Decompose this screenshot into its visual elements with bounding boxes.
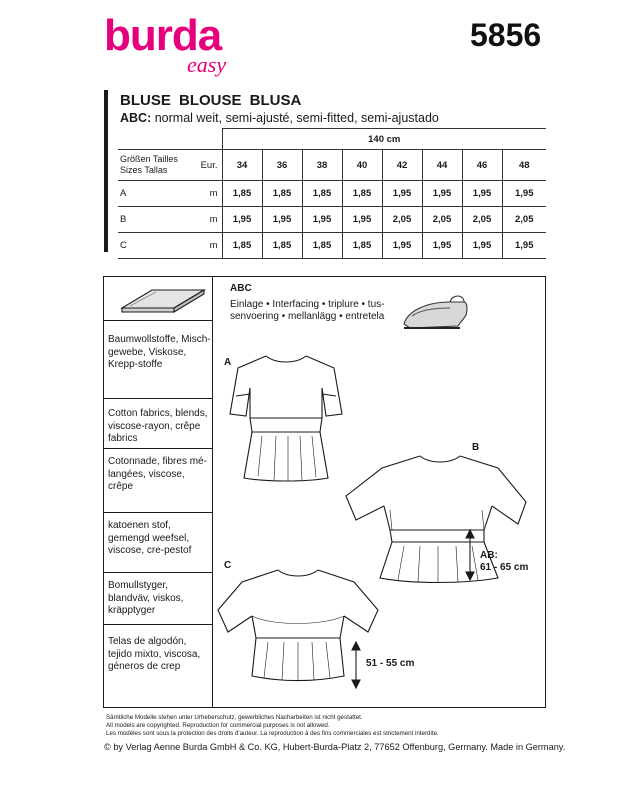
yardage-cell: 2,05 [502,207,546,233]
yardage-cell: 1,95 [342,207,382,233]
yardage-cell: 1,85 [262,181,302,207]
fabric-list-es: Telas de algodón, tejido mixto, viscosa, géneros de crep [108,636,201,672]
length-measure-c: 51 - 55 cm [366,658,415,669]
size-cell: 48 [502,150,546,181]
length-measure-ab-label: AB: [480,550,498,561]
figure-c-label: C [224,560,232,571]
divider [103,448,213,449]
yardage-cell: 1,95 [382,181,422,207]
yardage-cell: 1,85 [222,233,262,259]
divider [103,320,213,321]
easy-logo-subtitle: easy [187,52,227,77]
size-cell: 38 [302,150,342,181]
fit-text: normal weit, semi-ajusté, semi-fitted, semi-ajustado [151,111,439,125]
divider [103,572,213,573]
figure-b-label: B [472,442,480,453]
divider [103,624,213,625]
size-header-line1: Größen Tailles [120,154,178,164]
figure-a-label: A [224,357,232,368]
yardage-cell: 1,95 [382,233,422,259]
legal-notice-en: All models are copyrighted. Reproduction for commercial purposes is not allowed. [106,722,330,729]
view-label: B [118,207,190,233]
view-label: A [118,181,190,207]
size-header-line2: Sizes Tallas [120,165,168,175]
fabric-list-fr: Cotonnade, fibres mé-langées, viscose, crêpe [108,456,207,492]
yardage-cell: 2,05 [462,207,502,233]
view-label: C [118,233,190,259]
title-accent-bar [104,90,108,252]
yardage-cell: 1,85 [222,181,262,207]
fabric-list-nl: katoenen stof, gemengd weefsel, viscose, cre-pestof [108,520,192,556]
unit-label: m [190,233,222,259]
legal-notice-fr: Les modèles sont sous la protection des droits d'auteur. La reproduction à des fins commerciales est strictement interdite. [106,730,439,737]
yardage-cell: 2,05 [422,207,462,233]
unit-label: m [190,207,222,233]
divider [103,398,213,399]
yardage-cell: 1,85 [342,233,382,259]
yardage-cell: 2,05 [382,207,422,233]
length-arrow-b [464,528,476,582]
yardage-cell: 1,95 [302,207,342,233]
length-measure-ab-value: 61 - 65 cm [480,562,529,573]
yardage-cell: 1,95 [502,181,546,207]
fit-description [120,110,439,126]
yardage-cell: 1,95 [262,207,302,233]
yardage-cell: 1,85 [302,233,342,259]
yardage-cell: 1,95 [462,233,502,259]
yardage-cell: 1,95 [422,181,462,207]
interfacing-views-label: ABC [230,283,252,294]
fabric-width-label: 140 cm [222,129,546,150]
size-cell: 34 [222,150,262,181]
table-row [118,233,546,259]
yardage-cell: 1,85 [342,181,382,207]
yardage-cell: 1,95 [222,207,262,233]
size-header [118,150,190,181]
fabric-list-sv: Bomullstyger, blandväv, viskos, kräpptyger [108,580,184,616]
fabric-list-en: Cotton fabrics, blends, viscose-rayon, crêpe fabrics [108,408,208,444]
size-cell: 40 [342,150,382,181]
size-cell: 36 [262,150,302,181]
unit-label: m [190,181,222,207]
fabric-roll-icon [112,280,208,316]
fabric-requirements-table [118,128,546,259]
legal-notice-de: Sämtliche Modelle stehen unter Urheberschutz, gewerbliches Nacharbeiten ist nicht gestattet. [106,714,363,721]
size-cell: 46 [462,150,502,181]
yardage-cell: 1,95 [422,233,462,259]
burda-logo: burda [104,11,222,60]
yardage-cell: 1,95 [502,233,546,259]
yardage-cell: 1,85 [262,233,302,259]
table-row [118,207,546,233]
yardage-cell: 1,95 [462,181,502,207]
table-row [118,181,546,207]
yardage-cell: 1,85 [302,181,342,207]
length-arrow-c [350,640,362,690]
fabric-list-de: Baumwollstoffe, Misch-gewebe, Viskose, Krepp-stoffe [108,334,211,370]
size-cell: 42 [382,150,422,181]
length-measure-ab [480,550,528,574]
interfacing-text: Einlage • Interfacing • triplure • tus-senvoering • mellanlägg • entretela [230,299,385,322]
iron-icon [398,290,472,334]
size-cell: 44 [422,150,462,181]
garment-title: BLUSE BLOUSE BLUSA [120,92,302,109]
views-prefix: ABC: [120,111,152,125]
divider [103,512,213,513]
eur-header: Eur. [190,150,222,181]
blouse-a-drawing [226,350,346,490]
pattern-number: 5856 [470,17,542,53]
copyright-notice: © by Verlag Aenne Burda GmbH & Co. KG, Hubert-Burda-Platz 2, 77652 Offenburg, Germany. Made in Germany. [104,742,566,752]
